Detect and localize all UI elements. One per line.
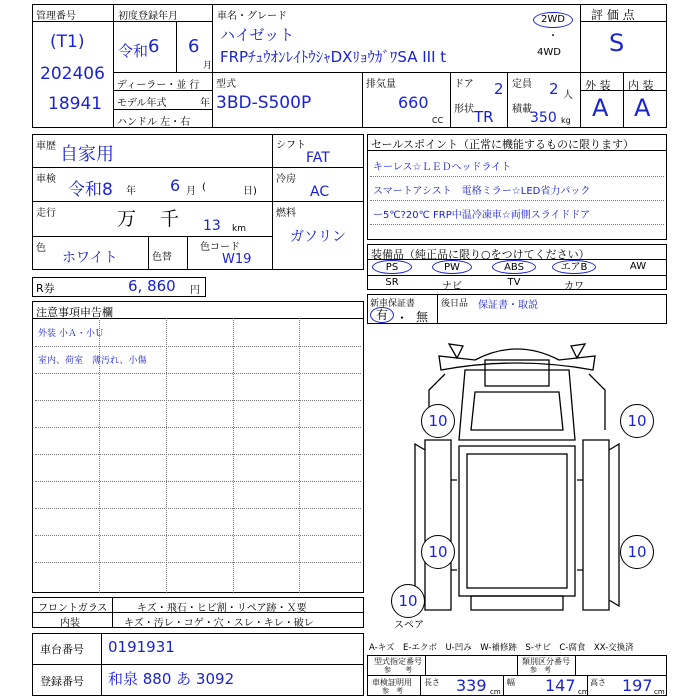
warranty-no: 無	[416, 310, 429, 324]
ext-label: 外 装	[585, 79, 611, 92]
handle-label: ハンドル 左・右	[117, 117, 191, 128]
shaken-day-unit: 日)	[243, 186, 257, 197]
history-label: 車歴	[36, 141, 56, 152]
equip-pw: PW	[432, 260, 472, 274]
height-unit: cm	[654, 688, 665, 696]
shaken-year-unit: 年	[126, 186, 136, 197]
equip-abs: ABS	[492, 260, 536, 274]
cert-class-label: 類別区分番号	[522, 657, 570, 666]
mileage-unit: km	[232, 224, 246, 234]
door-label: ドア	[454, 79, 474, 90]
mileage-man: 万	[117, 208, 137, 230]
fuel-label: 燃料	[276, 208, 296, 219]
width-value: 147	[545, 676, 576, 695]
shift-value: FAT	[306, 150, 330, 166]
interior-value: キズ・汚レ・コゲ・穴・スレ・キレ・破レ	[124, 618, 314, 629]
sales-point-item: ー5℃?20℃ FRP中温冷凍車☆両側スライドドア	[373, 210, 591, 221]
capacity-unit: 人	[563, 90, 573, 101]
sales-label: セールスポイント（正常に機能するものに限ります）	[371, 138, 635, 151]
equipment-label: 装備品（純正品に限り○をつけてください）	[371, 248, 590, 261]
capacity-value: 2	[549, 80, 559, 98]
mgmt-code: (T1)	[50, 32, 85, 52]
dealer-label: ディーラー・並 行	[117, 80, 200, 91]
width-label: 幅	[507, 678, 515, 687]
mgmt-label: 管理番号	[36, 11, 76, 22]
height-value: 197	[622, 676, 653, 695]
chassis-label: 車台番号	[40, 643, 84, 656]
spare-label: スペア	[394, 620, 424, 631]
history-value: 自家用	[60, 144, 114, 165]
type-value: 3BD-S500P	[216, 93, 312, 113]
notes-label: 注意事項申告欄	[36, 306, 113, 319]
first-reg-year: 6	[148, 36, 160, 57]
post-value: 保証書・取説	[478, 300, 538, 311]
recycle-unit: 円	[190, 285, 200, 296]
first-reg-era: 令和	[118, 42, 149, 60]
capacity-label: 定員	[512, 79, 532, 90]
first-reg-month-unit: 月	[203, 61, 213, 71]
windshield-value: キズ・飛石・ヒビ割・リペア跡・Ｘ要	[137, 603, 307, 614]
load-unit: kg	[561, 116, 571, 125]
length-value: 339	[456, 676, 487, 695]
repaint-label: 色替	[152, 252, 172, 263]
height-label: 高さ	[590, 678, 606, 687]
shaken-month-unit: 月	[186, 186, 196, 197]
equip-sr: SR	[385, 277, 399, 288]
damage-legend: A-キズ E-エクボ U-凹み W-補修跡 S-サビ C-腐食 XX-交換済	[369, 643, 634, 653]
car-grade: FRPﾁｭｳｵﾝﾚｲﾄｳｼｬDXﾘｮｳｶﾞﾜSA III t	[220, 48, 447, 66]
grade-value: S	[609, 29, 625, 57]
first-reg-label: 初度登録年月	[118, 11, 178, 22]
drive-sep: ・	[548, 31, 558, 42]
registration-value: 和泉 880 あ 3092	[108, 670, 235, 688]
shaken-month: 6	[170, 176, 181, 195]
car-name: ハイゼット	[220, 26, 295, 44]
ac-value: AC	[310, 184, 330, 200]
mileage-sen: 千	[160, 208, 180, 230]
equip-navi: ナビ	[442, 281, 462, 292]
tire-front-right: 10	[620, 404, 654, 438]
mileage-value: 13	[203, 218, 221, 234]
recycle-frame	[32, 277, 206, 297]
cert-class-sub: 参 考	[530, 666, 551, 674]
windshield-label: フロントガラス	[38, 603, 108, 614]
grade-label: 評 価 点	[591, 8, 635, 22]
shape-label: 形状	[454, 104, 474, 115]
shaken-open: (	[202, 182, 206, 193]
car-cert-label: 車検証明用	[372, 678, 412, 687]
displacement-value: 660	[398, 93, 429, 112]
type-label: 型式	[216, 79, 236, 90]
name-label: 車名・グレード	[217, 11, 287, 22]
equip-ps: PS	[372, 260, 412, 274]
color-label: 色	[36, 243, 46, 254]
load-label: 積載	[512, 104, 532, 115]
ac-label: 冷房	[276, 174, 296, 185]
warranty-sep: ・	[396, 311, 409, 325]
color-code-value: W19	[222, 252, 252, 267]
warranty-yes: 有	[370, 307, 394, 323]
first-reg-month: 6	[188, 36, 200, 57]
mgmt-number-1: 202406	[40, 64, 105, 84]
sales-point-item: スマートアシスト 電格ミラー☆LED省力パック	[373, 186, 591, 197]
notes-frame	[32, 301, 364, 593]
drive-4wd: 4WD	[537, 47, 561, 58]
color-code-label: 色コード	[200, 242, 240, 253]
mgmt-number-2: 18941	[48, 94, 103, 114]
equip-airbag: エアB	[552, 260, 596, 274]
note-line: 外装 小Ａ・小Ｕ	[38, 329, 104, 339]
tire-rear-left: 10	[421, 535, 455, 569]
width-unit: cm	[578, 688, 589, 696]
recycle-value: 6, 860	[128, 277, 176, 295]
displacement-unit: CC	[432, 116, 444, 125]
interior-label: 内装	[60, 618, 80, 629]
tire-rear-right: 10	[620, 535, 654, 569]
int-label: 内 装	[628, 79, 654, 92]
color-value: ホワイト	[62, 250, 118, 266]
post-label: 後日品	[441, 299, 469, 309]
car-cert-sub: 参 考	[382, 687, 403, 695]
tire-front-left: 10	[421, 404, 455, 438]
sales-point-item: キーレス☆ＬＥＤヘッドライト	[373, 162, 512, 173]
door-value: 2	[494, 80, 504, 98]
note-line: 室内、荷室 薄汚れ、小傷	[38, 356, 147, 366]
registration-label: 登録番号	[40, 675, 84, 688]
shape-value: TR	[474, 108, 494, 126]
recycle-label: R券	[36, 282, 55, 295]
length-unit: cm	[490, 688, 501, 696]
equip-leather: カワ	[564, 281, 584, 292]
ext-value: A	[592, 94, 609, 122]
tire-spare: 10	[391, 584, 425, 618]
model-year-label: モデル年式	[117, 98, 167, 109]
drive-2wd: 2WD	[533, 12, 573, 28]
displacement-label: 排気量	[366, 79, 396, 90]
length-label: 長さ	[424, 678, 440, 687]
shaken-label: 車検	[36, 174, 56, 185]
cert-type-sub: 参 考	[384, 666, 412, 674]
cert-type-label: 型式指定番号	[374, 657, 422, 666]
shift-label: シフト	[276, 140, 306, 151]
int-value: A	[634, 94, 651, 122]
model-year-unit: 年	[200, 98, 210, 109]
load-value: 350	[530, 110, 557, 126]
chassis-value: 0191931	[108, 638, 175, 656]
fuel-value: ガソリン	[290, 229, 346, 245]
warranty-label: 新車保証書	[370, 299, 416, 309]
shaken-era: 令和8	[68, 180, 113, 200]
equip-tv: TV	[507, 277, 521, 288]
equip-aw: AW	[629, 261, 647, 272]
mileage-label: 走行	[36, 208, 56, 219]
